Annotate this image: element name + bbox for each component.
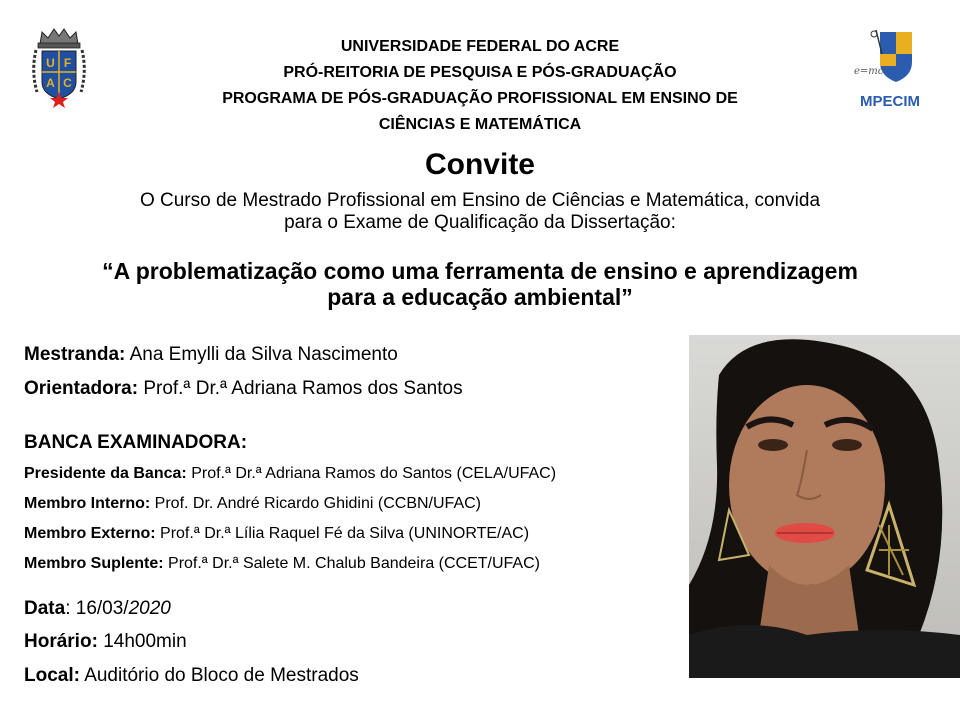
- mestranda-row: [24, 344, 398, 366]
- invitation-text: [40, 190, 920, 234]
- orientadora-label: Orientadora:: [24, 378, 139, 399]
- mpecim-emblem-icon: [850, 28, 930, 84]
- intro-line-1: O Curso de Mestrado Profissional em Ensino de Ciências e Matemática, convida: [139, 190, 821, 211]
- date-day: 16/03/: [75, 598, 129, 619]
- ufac-letter-f: F: [63, 56, 72, 70]
- ufac-logo: [28, 26, 90, 110]
- intro-line-2: para o Exame de Qualificação da Dissertação:: [284, 212, 676, 233]
- date-label: Data: [24, 598, 66, 619]
- banca-member: [24, 525, 529, 543]
- ufac-letter-a: A: [46, 76, 55, 90]
- banca-member-role: Presidente da Banca:: [24, 465, 187, 482]
- banca-member-name: Prof.ª Dr.ª Adriana Ramos do Santos (CELA/UFAC): [191, 465, 557, 482]
- candidate-photo: [689, 335, 960, 678]
- location-label: Local:: [24, 665, 80, 686]
- time-value: 14h00min: [103, 631, 187, 652]
- banca-member-role: Membro Externo:: [24, 525, 156, 542]
- date-row: Data: 16/03/2020: [24, 598, 171, 619]
- mpecim-logo: [850, 28, 930, 110]
- mestranda-label: Mestranda:: [24, 344, 126, 365]
- time-label: Horário:: [24, 631, 98, 652]
- thesis-line-2: para a educação ambiental”: [327, 284, 633, 310]
- header-line-4: CIÊNCIAS E MATEMÁTICA: [378, 116, 582, 133]
- banca-member-name: Prof. Dr. André Ricardo Ghidini (CCBN/UFAC): [154, 495, 481, 512]
- ufac-letter-u: U: [46, 56, 55, 70]
- ufac-letter-c: C: [63, 76, 72, 90]
- dissertation-title: [20, 258, 940, 310]
- banca-member-name: Prof.ª Dr.ª Salete M. Chalub Bandeira (CCET/UFAC): [168, 555, 540, 572]
- page-title: Convite: [424, 148, 535, 181]
- location-row: [24, 665, 359, 687]
- header-line-3: PROGRAMA DE PÓS-GRADUAÇÃO PROFISSIONAL EM ENSINO DE: [222, 90, 738, 107]
- banca-member: [24, 555, 540, 573]
- thesis-line-1: “A problematização como uma ferramenta de ensino e aprendizagem: [102, 258, 858, 284]
- time-row: [24, 631, 187, 653]
- banca-member-role: Membro Suplente:: [24, 555, 164, 572]
- mpecim-label: MPECIM: [860, 93, 920, 110]
- header-line-1: UNIVERSIDADE FEDERAL DO ACRE: [340, 38, 620, 55]
- banca-member: [24, 495, 481, 513]
- orientadora-row: [24, 378, 463, 400]
- banca-heading: BANCA EXAMINADORA:: [24, 432, 248, 453]
- orientadora-name: Prof.ª Dr.ª Adriana Ramos dos Santos: [143, 378, 463, 399]
- mestranda-name: Ana Emylli da Silva Nascimento: [129, 344, 398, 365]
- institution-header: [120, 34, 840, 138]
- location-value: Auditório do Bloco de Mestrados: [84, 665, 359, 686]
- banca-member: [24, 465, 556, 483]
- banca-member-name: Prof.ª Dr.ª Lília Raquel Fé da Silva (UNINORTE/AC): [160, 525, 530, 542]
- header-line-2: PRÓ-REITORIA DE PESQUISA E PÓS-GRADUAÇÃO: [283, 64, 677, 81]
- mpecim-formula: e=mc²: [854, 66, 888, 77]
- date-year: 2020: [128, 598, 171, 619]
- banca-member-role: Membro Interno:: [24, 495, 151, 512]
